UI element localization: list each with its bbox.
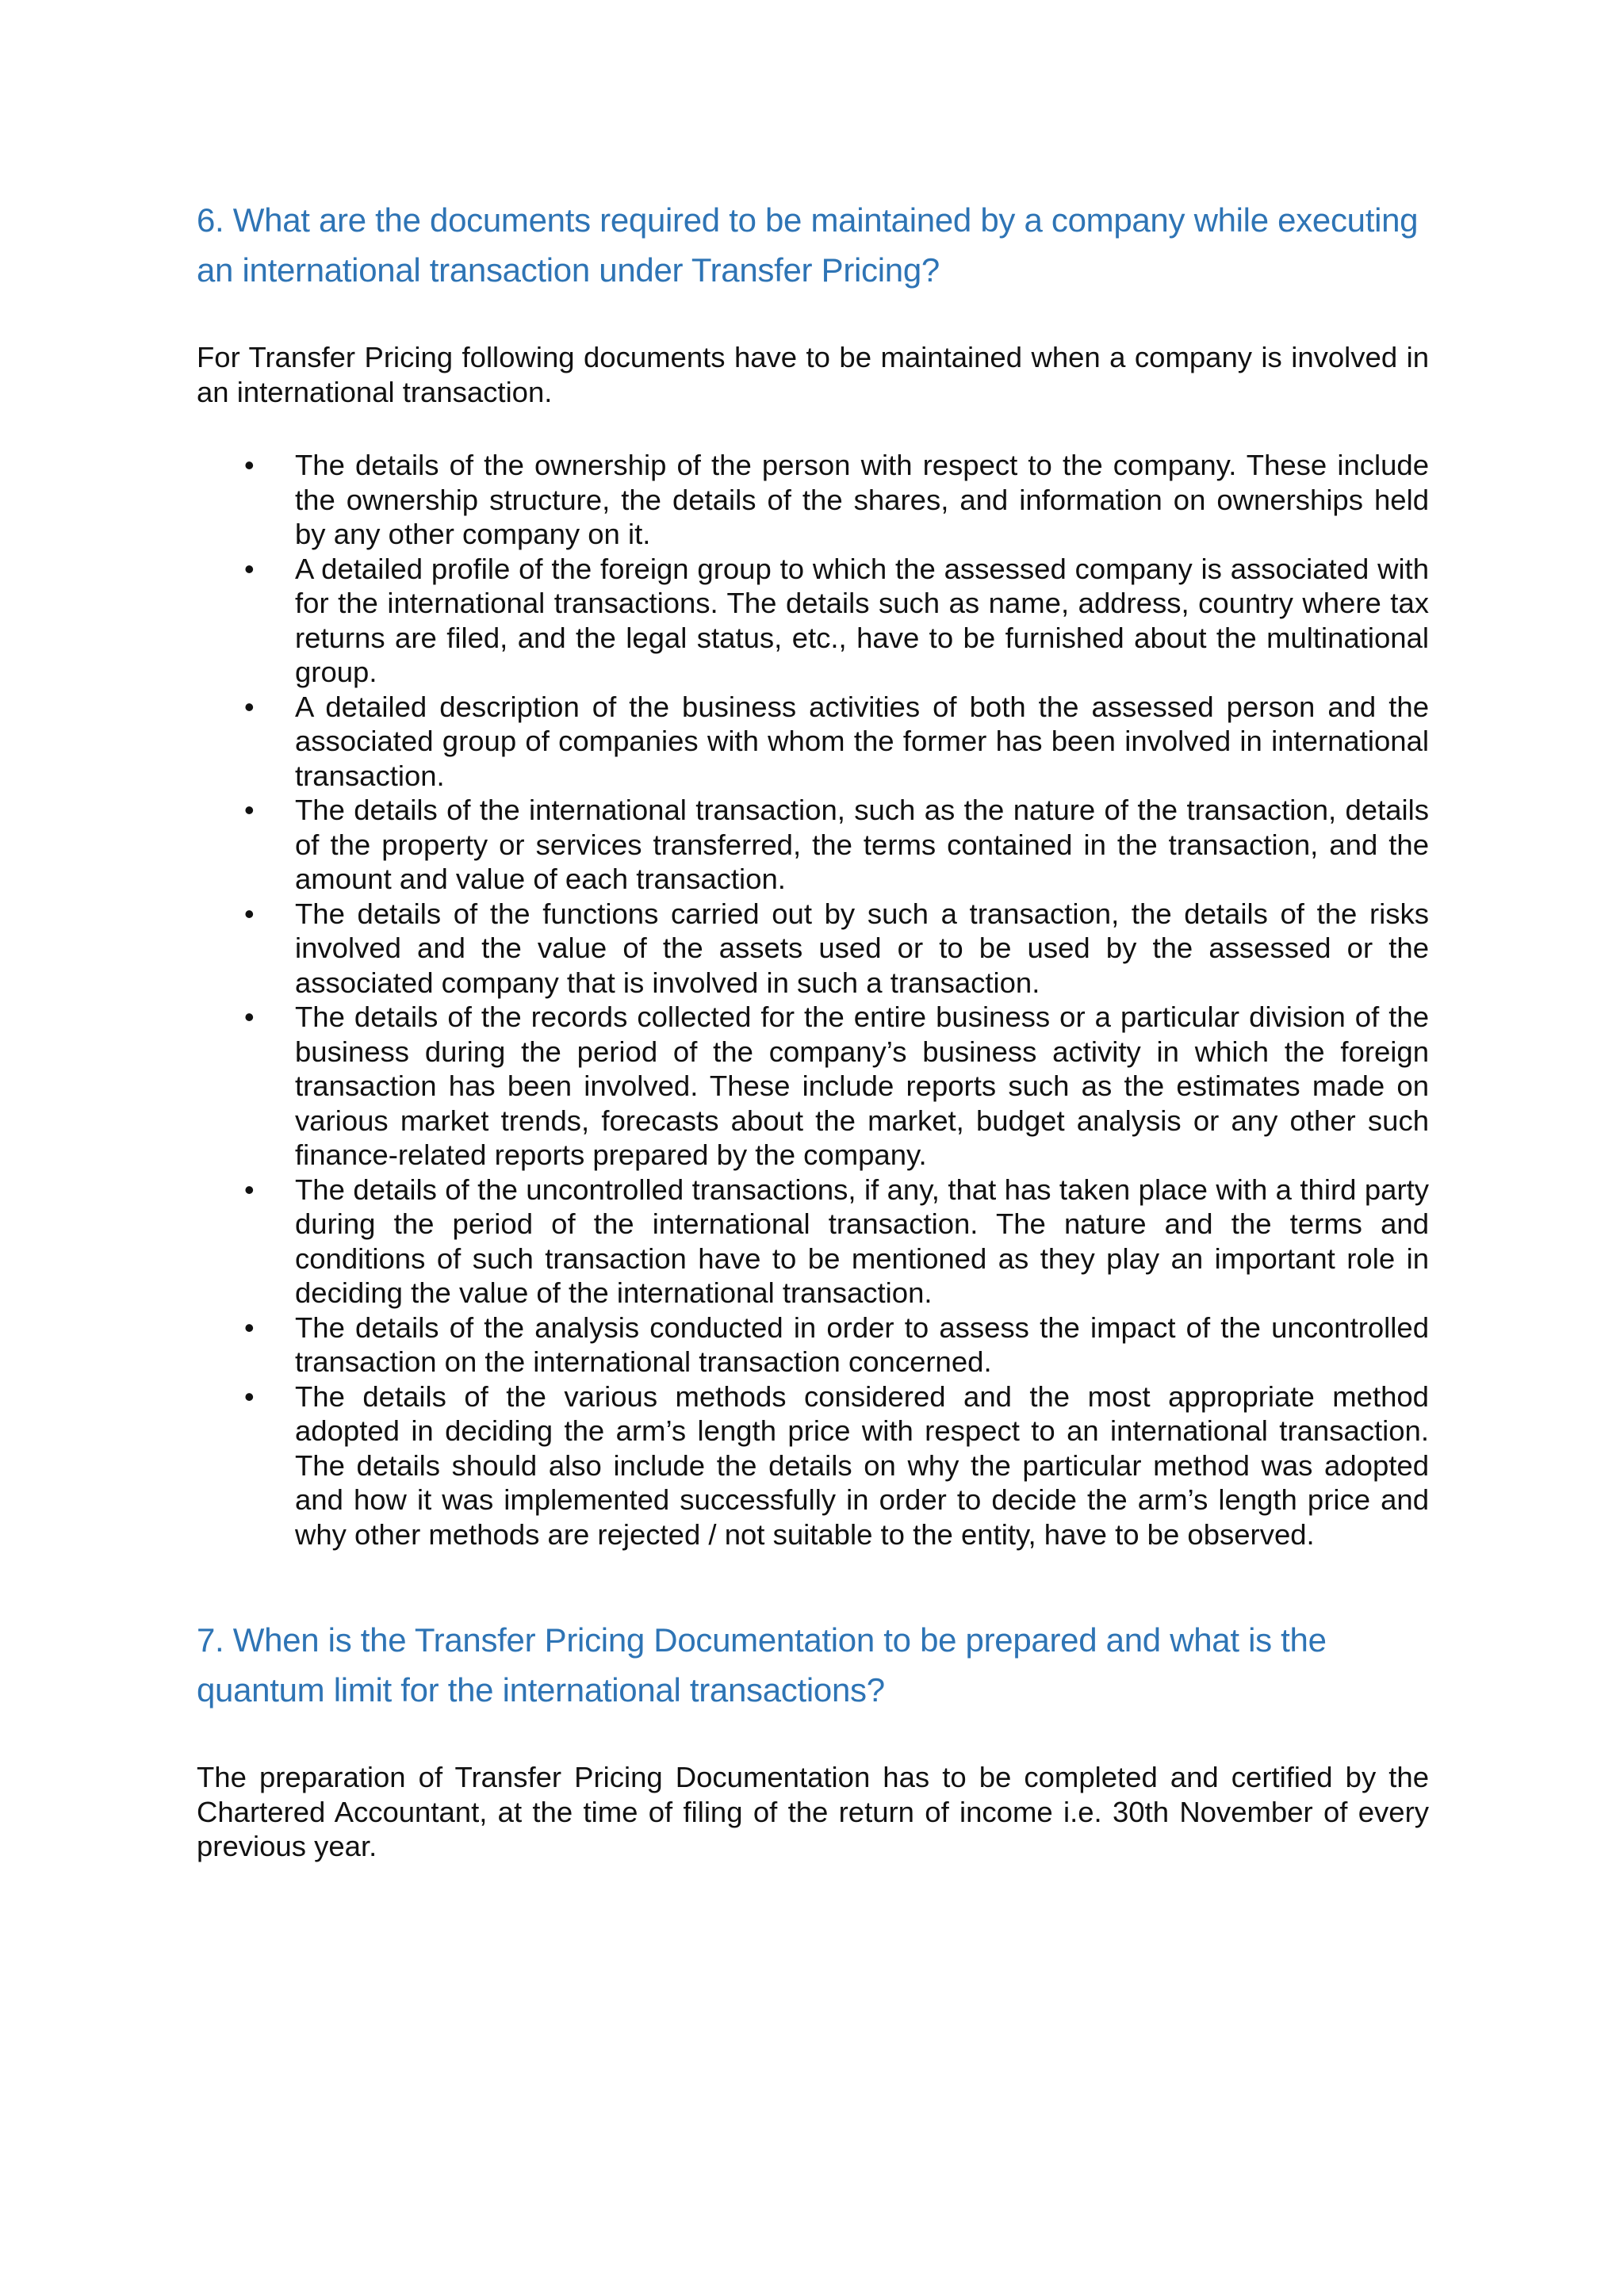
list-item bbox=[197, 1000, 1429, 1173]
section-6-heading: 6. What are the documents required to be maintained by a company while executing an international transaction under Transfer Pricing? bbox=[197, 201, 1419, 289]
list-item bbox=[197, 448, 1429, 552]
bullet-icon: • bbox=[244, 1380, 255, 1413]
bullet-icon: • bbox=[244, 1173, 255, 1206]
list-item bbox=[197, 552, 1429, 690]
bullet-icon: • bbox=[244, 1311, 255, 1344]
list-item bbox=[197, 690, 1429, 794]
section-7-heading: 7. When is the Transfer Pricing Documentation to be prepared and what is the quantum limit for the international transactions? bbox=[197, 1621, 1327, 1709]
list-item-text: A detailed description of the business activities of both the assessed person and the associated group of companies with whom the former has been involved in international transaction. bbox=[295, 690, 1429, 792]
section-7-body: The preparation of Transfer Pricing Documentation has to be completed and certified by the Chartered Accountant, at the time of filing of the return of income i.e. 30th November of every previous year. bbox=[197, 1761, 1429, 1862]
list-item-text: The details of the uncontrolled transactions, if any, that has taken place with a third party during the period of the international transaction. The nature and the terms and conditions of such transaction have to be mentioned as they play an important role in deciding the value of the international transaction. bbox=[295, 1173, 1429, 1309]
list-item-text: The details of the records collected for the entire business or a particular division of the business during the period of the company’s business activity in which the foreign transaction has been involved. These include reports such as the estimates made on various market trends, forecasts about the market, budget analysis or any other such finance-related reports prepared by the company. bbox=[295, 1001, 1429, 1171]
bullet-icon: • bbox=[244, 897, 255, 930]
bullet-icon: • bbox=[244, 690, 255, 723]
list-item-text: The details of the various methods considered and the most appropriate method adopted in deciding the arm’s length price with respect to an international transaction. The details should also include the details on why the particular method was adopted and how it was implemented successfully in order to decide the arm’s length price and why other methods are rejected / not suitable to the entity, have to be observed. bbox=[295, 1380, 1429, 1551]
bullet-icon: • bbox=[244, 1001, 255, 1033]
list-item bbox=[197, 1380, 1429, 1552]
list-item-text: The details of the ownership of the person with respect to the company. These include the ownership structure, the details of the shares, and information on ownerships held by any other company on it. bbox=[295, 449, 1429, 550]
list-item bbox=[197, 793, 1429, 897]
page-content bbox=[197, 195, 1429, 1864]
list-item-text: The details of the analysis conducted in order to assess the impact of the uncontrolled transaction on the international transaction concerned. bbox=[295, 1311, 1429, 1378]
list-item bbox=[197, 897, 1429, 1001]
bullet-icon: • bbox=[244, 552, 255, 585]
list-item-text: The details of the international transaction, such as the nature of the transaction, details of the property or services transferred, the terms contained in the transaction, and the amount and value of each transaction. bbox=[295, 794, 1429, 895]
list-item bbox=[197, 1311, 1429, 1380]
list-item-text: A detailed profile of the foreign group to which the assessed company is associated with for the international transactions. The details such as name, address, country where tax returns are filed, and the legal status, etc., have to be furnished about the multinational group. bbox=[295, 552, 1429, 688]
bullet-icon: • bbox=[244, 794, 255, 826]
section-6-intro: For Transfer Pricing following documents have to be maintained when a company is involved in an international transaction. bbox=[197, 341, 1429, 408]
list-item bbox=[197, 1173, 1429, 1311]
list-item-text: The details of the functions carried out by such a transaction, the details of the risks involved and the value of the assets used or to be used by the assessed or the associated company that is involved in such a transaction. bbox=[295, 897, 1429, 999]
section-6-document-list bbox=[197, 448, 1429, 1552]
bullet-icon: • bbox=[244, 449, 255, 481]
